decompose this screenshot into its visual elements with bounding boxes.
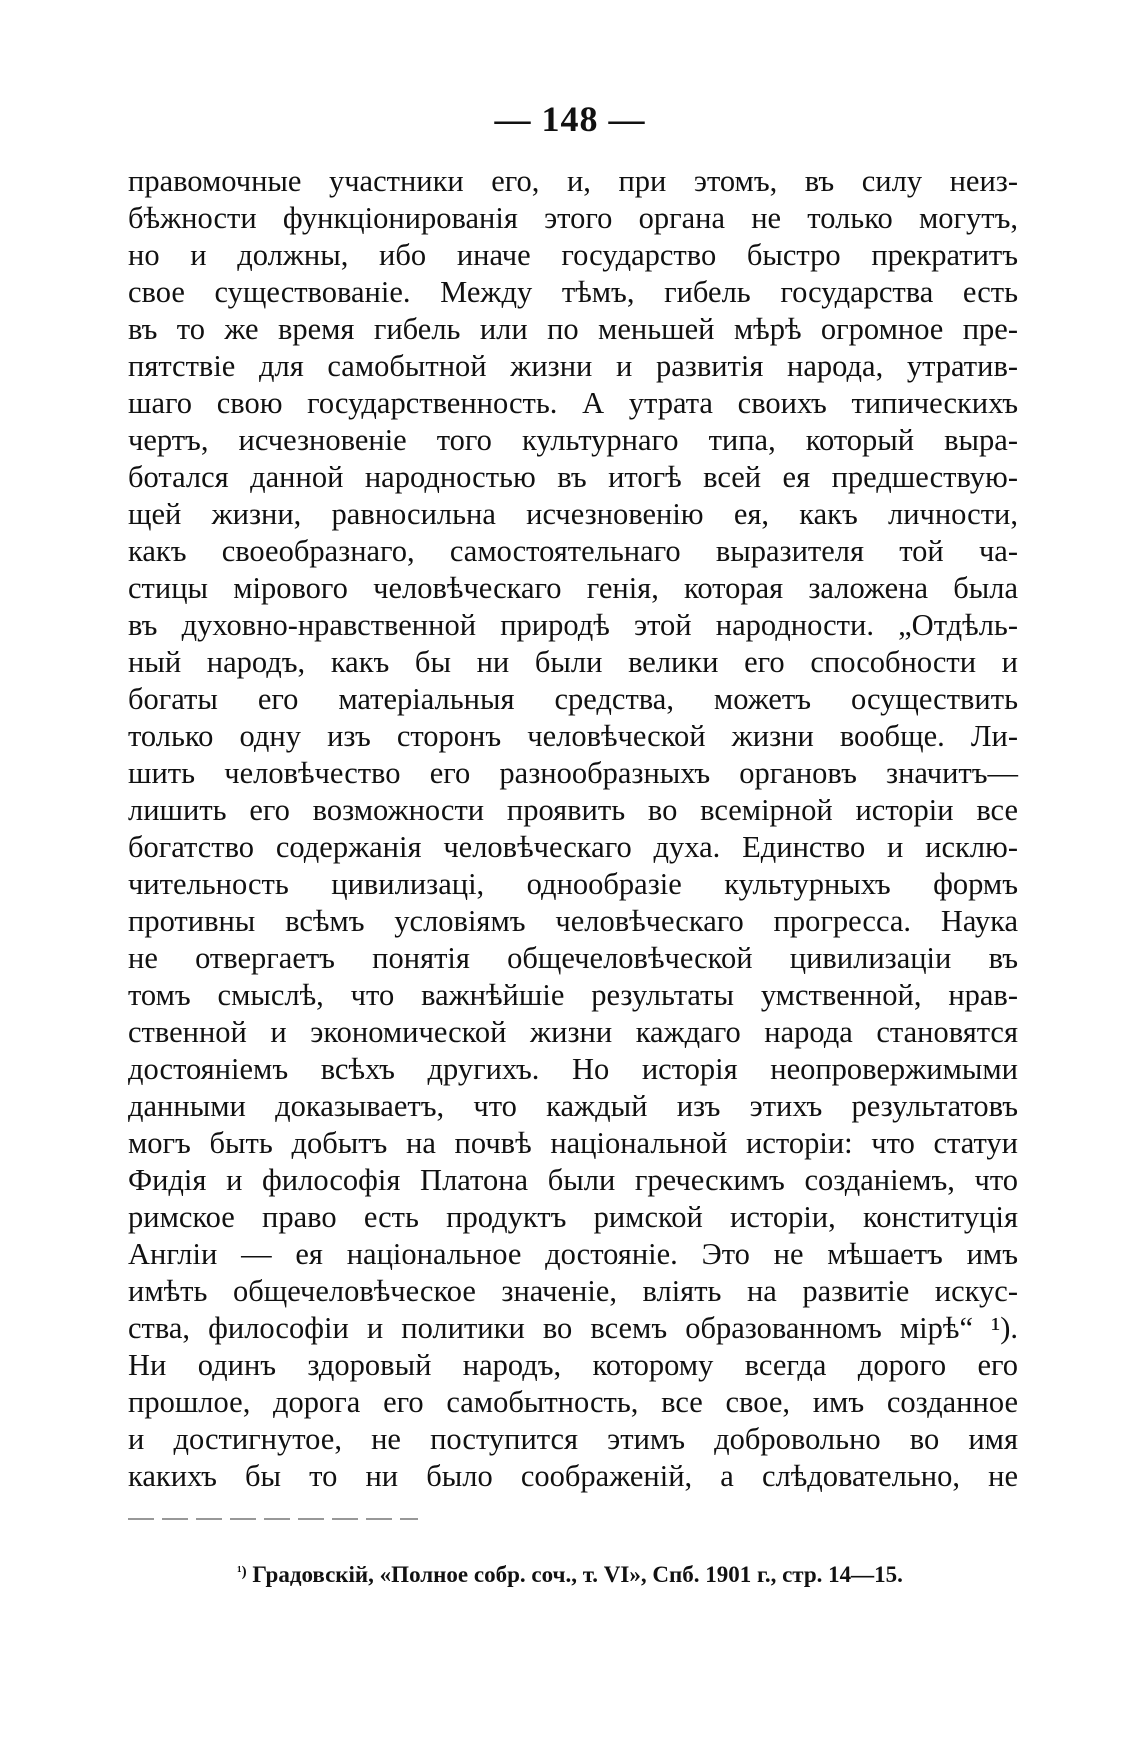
text-line: данными доказываетъ, что каждый изъ этихъ результатовъ: [128, 1089, 1018, 1123]
text-line: бѣжности функцiонированiя этого органа не только могутъ,: [128, 201, 1018, 235]
text-line: могъ быть добытъ на почвѣ нацiональной исторiи: что статуи: [128, 1126, 1018, 1160]
text-line: но и должны, ибо иначе государство быстро прекратитъ: [128, 238, 1018, 272]
body-text: [128, 163, 1018, 1495]
text-line: въ то же время гибель или по меньшей мѣрѣ огромное пре-: [128, 312, 1018, 346]
footnote-text: Градовскiй, «Полное собр. соч., т. VI», Спб. 1901 г., стр. 14—15.: [252, 1562, 903, 1587]
text-line: свое существованiе. Между тѣмъ, гибель государства есть: [128, 275, 1018, 309]
text-line: какъ своеобразнаго, самостоятельнаго выразителя той ча-: [128, 534, 1018, 568]
text-line: ботался данной народностью въ итогѣ всей ея предшествую-: [128, 460, 1018, 494]
text-line: только одну изъ сторонъ человѣческой жизни вообще. Ли-: [128, 719, 1018, 753]
footnote-marker: ¹): [237, 1564, 247, 1580]
text-line: ный народъ, какъ бы ни были велики его способности и: [128, 645, 1018, 679]
text-line: лишить его возможности проявить во всемiрной исторiи все: [128, 793, 1018, 827]
text-line: томъ смыслѣ, что важнѣйшiе результаты умственной, нрав-: [128, 978, 1018, 1012]
text-line: не отвергаетъ понятiя общечеловѣческой цивилизацiи въ: [128, 941, 1018, 975]
text-line: богатство содержанiя человѣческаго духа. Единство и исклю-: [128, 830, 1018, 864]
text-line: шаго свою государственность. А утрата своихъ типическихъ: [128, 386, 1018, 420]
text-line: имѣть общечеловѣческое значенiе, влiять на развитiе искус-: [128, 1274, 1018, 1308]
text-line: римское право есть продуктъ римской исторiи, конституцiя: [128, 1200, 1018, 1234]
text-line: Англiи — ея нацiональное достоянiе. Это не мѣшаетъ имъ: [128, 1237, 1018, 1271]
page-number: — 148 —: [494, 99, 646, 139]
text-line: Ни одинъ здоровый народъ, которому всегда дорого его: [128, 1348, 1018, 1382]
text-line: Фидiя и философiя Платона были греческимъ созданiемъ, что: [128, 1163, 1018, 1197]
text-line: богаты его матерiальныя средства, можетъ осуществить: [128, 682, 1018, 716]
text-line: пятствiе для самобытной жизни и развитiя народа, утратив-: [128, 349, 1018, 383]
text-line: въ духовно-нравственной природѣ этой народности. „Отдѣль-: [128, 608, 1018, 642]
text-line: достоянiемъ всѣхъ другихъ. Но исторiя неопровержимыми: [128, 1052, 1018, 1086]
footnote-separator: [128, 1518, 418, 1520]
text-line: щей жизни, равносильна исчезновенiю ея, какъ личности,: [128, 497, 1018, 531]
text-line: правомочные участники его, и, при этомъ, въ силу неиз-: [128, 164, 1018, 198]
text-line: чительность цивилизацi, однообразiе культурныхъ формъ: [128, 867, 1018, 901]
footnote: [0, 1562, 1140, 1588]
text-line: и достигнутое, не поступится этимъ добровольно во имя: [128, 1422, 1018, 1456]
text-line: противны всѣмъ условiямъ человѣческаго прогресса. Наука: [128, 904, 1018, 938]
text-line: какихъ бы то ни было соображенiй, а слѣдовательно, не: [128, 1459, 1018, 1493]
text-line: ственной и экономической жизни каждаго народа становятся: [128, 1015, 1018, 1049]
text-line: прошлое, дорога его самобытность, все свое, имъ созданное: [128, 1385, 1018, 1419]
text-line: чертъ, исчезновенiе того культурнаго типа, который выра-: [128, 423, 1018, 457]
text-line: ства, философiи и политики во всемъ образованномъ мiрѣ“ ¹).: [128, 1311, 1018, 1345]
text-line: шить человѣчество его разнообразныхъ органовъ значитъ—: [128, 756, 1018, 790]
text-line: стицы мiрового человѣческаго генiя, которая заложена была: [128, 571, 1018, 605]
